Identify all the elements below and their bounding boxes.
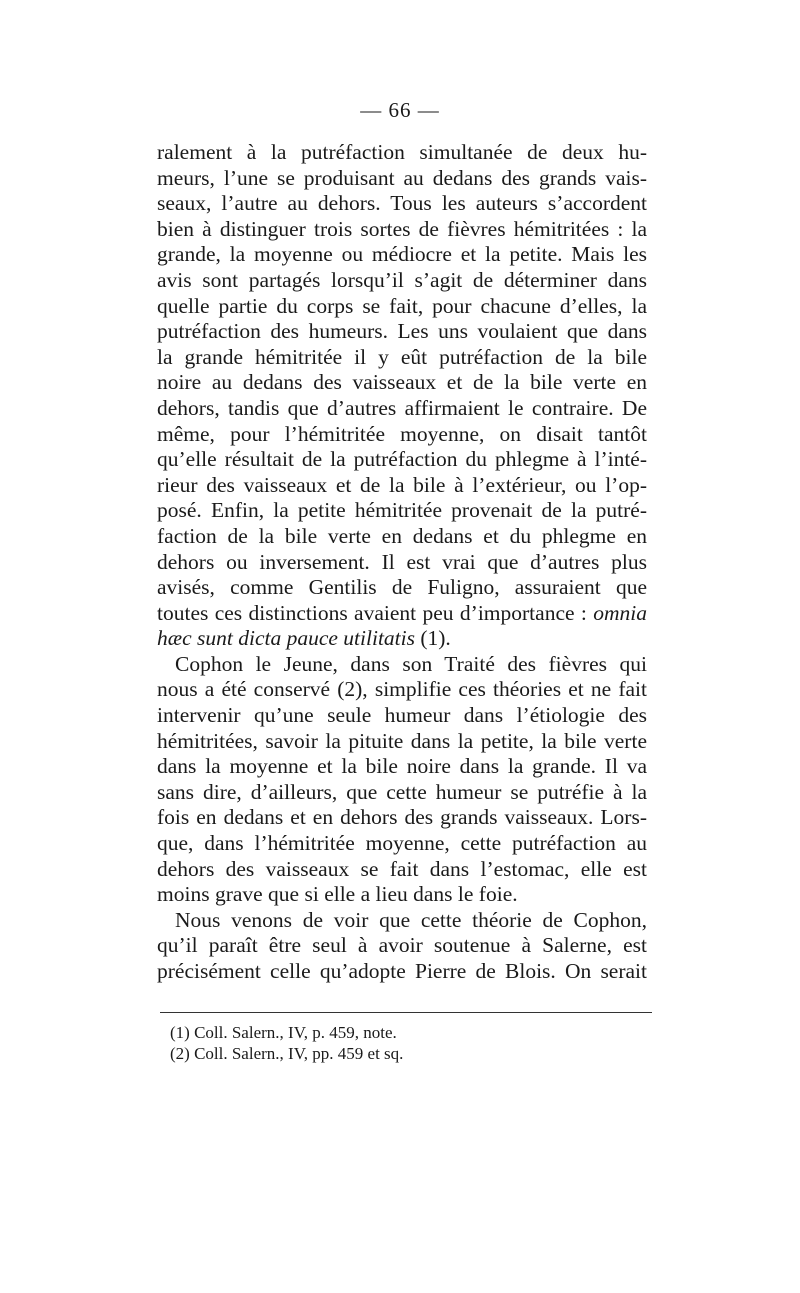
text-line xyxy=(157,294,647,320)
line-text: intervenir qu’une seule humeur dans l’étiologie des xyxy=(157,703,647,728)
text-line xyxy=(157,345,647,371)
latin-quote: omnia xyxy=(593,600,647,625)
latin-quote: hæc sunt dicta pauce utilitatis xyxy=(157,626,415,651)
line-text: faction de la bile verte en dedans et du phlegme en xyxy=(157,523,647,548)
text-line xyxy=(157,191,647,217)
text-line xyxy=(157,908,647,934)
text-line xyxy=(157,882,647,908)
line-text: fois en dedans et en dehors des grands vaisseaux. Lors- xyxy=(157,805,647,830)
text-line xyxy=(157,652,647,678)
text-line xyxy=(157,575,647,601)
text-line xyxy=(157,703,647,729)
line-text: moins grave que si elle a lieu dans le foie. xyxy=(157,882,518,907)
line-text: putréfaction des humeurs. Les uns voulaient que dans xyxy=(157,319,647,344)
line-text: précisément celle qu’adopte Pierre de Blois. On serait xyxy=(157,959,647,983)
line-text: toutes ces distinctions avaient peu d’importance : xyxy=(157,600,594,625)
text-line xyxy=(157,370,647,396)
text-line xyxy=(157,319,647,345)
line-text: (1). xyxy=(414,626,451,651)
line-text: dans la moyenne et la bile noire dans la grande. Il va xyxy=(157,754,647,779)
text-line xyxy=(157,857,647,883)
text-line xyxy=(157,601,647,627)
text-line xyxy=(157,831,647,857)
line-text: que, dans l’hémitritée moyenne, cette putréfaction au xyxy=(157,831,647,856)
text-line xyxy=(157,677,647,703)
text-line xyxy=(157,933,647,959)
line-text: hémitritées, savoir la pituite dans la petite, la bile verte xyxy=(157,728,647,753)
line-text: noire au dedans des vaisseaux et de la bile verte en xyxy=(157,370,647,395)
text-line xyxy=(157,396,647,422)
text-line xyxy=(157,447,647,473)
page-number: — 66 — xyxy=(360,98,440,122)
line-text: qu’elle résultait de la putréfaction du phlegme à l’inté- xyxy=(157,447,647,472)
line-text: rieur des vaisseaux et de la bile à l’extérieur, ou l’op- xyxy=(157,472,647,497)
footnote-2: (2) Coll. Salern., IV, pp. 459 et sq. xyxy=(170,1044,404,1063)
text-line xyxy=(157,805,647,831)
line-text: dehors ou inversement. Il est vrai que d’autres plus xyxy=(157,549,647,574)
text-line xyxy=(157,550,647,576)
line-text: seaux, l’autre au dehors. Tous les auteurs s’accordent xyxy=(157,191,647,216)
text-line xyxy=(157,959,647,985)
line-text: nous a été conservé (2), simplifie ces théories et ne fait xyxy=(157,677,647,702)
text-line xyxy=(157,166,647,192)
line-text: avis sont partagés lorsqu’il s’agit de déterminer dans xyxy=(157,267,647,292)
line-text: quelle partie du corps se fait, pour chacune d’elles, la xyxy=(157,293,647,318)
text-line xyxy=(157,473,647,499)
body-text xyxy=(157,140,647,985)
text-line xyxy=(157,780,647,806)
text-line xyxy=(157,729,647,755)
text-line xyxy=(157,217,647,243)
line-text: Nous venons de voir que cette théorie de Cophon, xyxy=(175,907,647,932)
line-text: grande, la moyenne ou médiocre et la petite. Mais les xyxy=(157,242,647,267)
line-text: meurs, l’une se produisant au dedans des grands vais- xyxy=(157,165,647,190)
line-text: avisés, comme Gentilis de Fuligno, assuraient que xyxy=(157,575,647,600)
line-text: même, pour l’hémitritée moyenne, on disait tantôt xyxy=(157,421,647,446)
line-text: qu’il paraît être seul à avoir soutenue à Salerne, est xyxy=(157,933,647,958)
footnote-divider xyxy=(160,1012,652,1013)
line-text: bien à distinguer trois sortes de fièvres hémitritées : la xyxy=(157,216,647,241)
line-text: Cophon le Jeune, dans son Traité des fièvres qui xyxy=(175,651,647,676)
text-line xyxy=(157,524,647,550)
line-text: ralement à la putréfaction simultanée de deux hu- xyxy=(157,140,647,164)
text-line xyxy=(157,242,647,268)
line-text: sans dire, d’ailleurs, que cette humeur se putréfie à la xyxy=(157,779,647,804)
line-text: dehors des vaisseaux se fait dans l’estomac, elle est xyxy=(157,856,647,881)
footnote-1: (1) Coll. Salern., IV, p. 459, note. xyxy=(170,1023,397,1042)
line-text: posé. Enfin, la petite hémitritée provenait de la putré- xyxy=(157,498,647,523)
text-line xyxy=(157,268,647,294)
text-line xyxy=(157,754,647,780)
text-line xyxy=(157,140,647,166)
footnotes xyxy=(170,1022,640,1064)
text-line xyxy=(157,626,647,652)
text-line xyxy=(157,422,647,448)
text-line xyxy=(157,498,647,524)
line-text: dehors, tandis que d’autres affirmaient le contraire. De xyxy=(157,395,647,420)
line-text: la grande hémitritée il y eût putréfaction de la bile xyxy=(157,344,647,369)
